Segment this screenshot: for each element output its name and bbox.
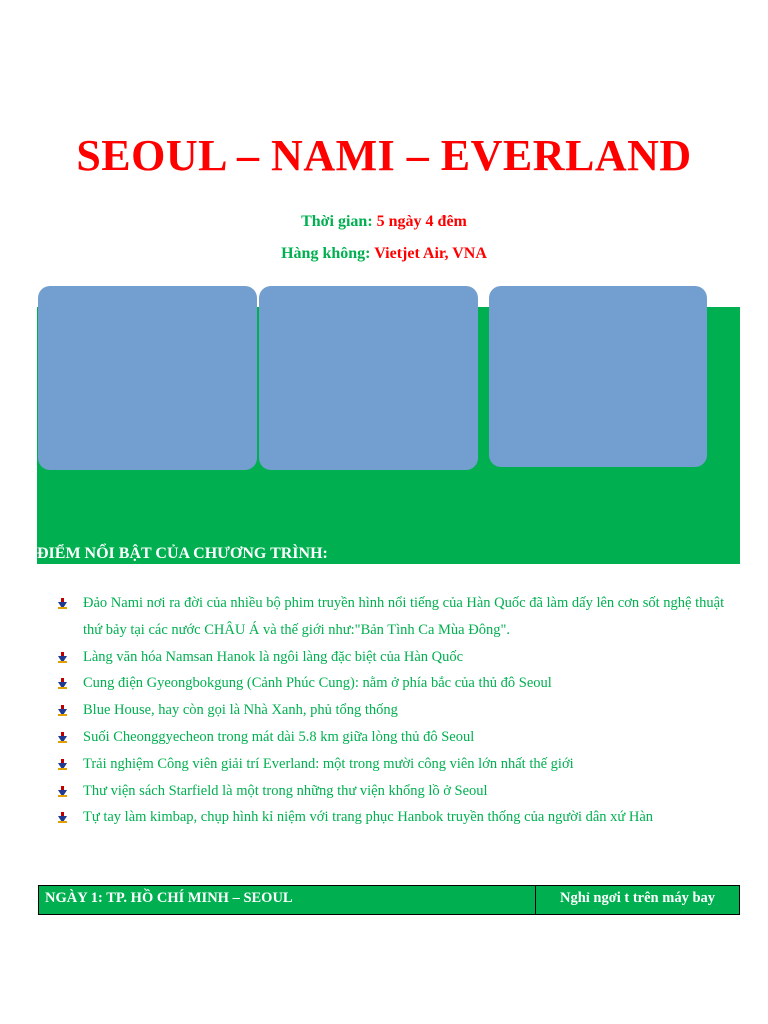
arrow-down-bullet-icon bbox=[58, 812, 67, 823]
arrow-down-bullet-icon bbox=[58, 732, 67, 743]
list-item bbox=[58, 644, 742, 671]
list-item bbox=[58, 590, 742, 644]
arrow-down-bullet-icon bbox=[58, 678, 67, 689]
list-item bbox=[58, 778, 742, 805]
list-item-text: Đảo Nami nơi ra đời của nhiều bộ phim truyền hình nổi tiếng của Hàn Quốc đã làm dấy lên cơn sốt nghệ thuật thứ bảy tại các nước CHÂU Á và thế giới như:"Bản Tình Ca Mùa Đông". bbox=[83, 595, 725, 638]
photo-placeholder-1 bbox=[38, 286, 257, 470]
arrow-down-bullet-icon bbox=[58, 759, 67, 770]
day-1-header-table bbox=[38, 885, 740, 915]
airline-label: Hàng không: bbox=[281, 245, 371, 262]
list-item-text: Thư viện sách Starfield là một trong những thư viện khổng lồ ở Seoul bbox=[83, 782, 488, 799]
arrow-down-bullet-icon bbox=[58, 598, 67, 609]
list-item-text: Blue House, hay còn gọi là Nhà Xanh, phủ tổng thống bbox=[83, 702, 398, 719]
airline-value: Vietjet Air, VNA bbox=[374, 245, 487, 262]
highlights-list bbox=[58, 590, 742, 831]
highlights-heading: ĐIỂM NỔI BẬT CỦA CHƯƠNG TRÌNH: bbox=[37, 545, 328, 562]
list-item bbox=[58, 804, 742, 831]
airline-line bbox=[0, 243, 768, 265]
day-1-note: Nghỉ ngơi t trên máy bay bbox=[559, 890, 716, 906]
photo-placeholder-3 bbox=[489, 286, 707, 467]
list-item-text: Cung điện Gyeongbokgung (Cảnh Phúc Cung): nằm ở phía bắc của thủ đô Seoul bbox=[83, 675, 552, 692]
arrow-down-bullet-icon bbox=[58, 705, 67, 716]
arrow-down-bullet-icon bbox=[58, 786, 67, 797]
list-item-text: Trải nghiệm Công viên giải trí Everland: một trong mười công viên lớn nhất thế giới bbox=[83, 755, 574, 772]
arrow-down-bullet-icon bbox=[58, 652, 67, 663]
duration-label: Thời gian: bbox=[301, 213, 373, 230]
list-item-text: Suối Cheonggyecheon trong mát dài 5.8 km giữa lòng thủ đô Seoul bbox=[83, 728, 475, 745]
list-item bbox=[58, 751, 742, 778]
list-item-text: Làng văn hóa Namsan Hanok là ngôi làng đặc biệt của Hàn Quốc bbox=[83, 648, 464, 665]
list-item-text: Tự tay làm kimbap, chụp hình kỉ niệm với trang phục Hanbok truyền thống của người dân xứ Hàn bbox=[83, 809, 654, 826]
photo-placeholder-2 bbox=[259, 286, 478, 470]
duration-line bbox=[0, 211, 768, 233]
duration-value: 5 ngày 4 đêm bbox=[376, 213, 467, 230]
list-item bbox=[58, 670, 742, 697]
day-1-title: NGÀY 1: TP. HỒ CHÍ MINH – SEOUL bbox=[39, 886, 536, 914]
list-item bbox=[58, 724, 742, 751]
document-title: SEOUL – NAMI – EVERLAND bbox=[76, 131, 692, 180]
list-item bbox=[58, 697, 742, 724]
